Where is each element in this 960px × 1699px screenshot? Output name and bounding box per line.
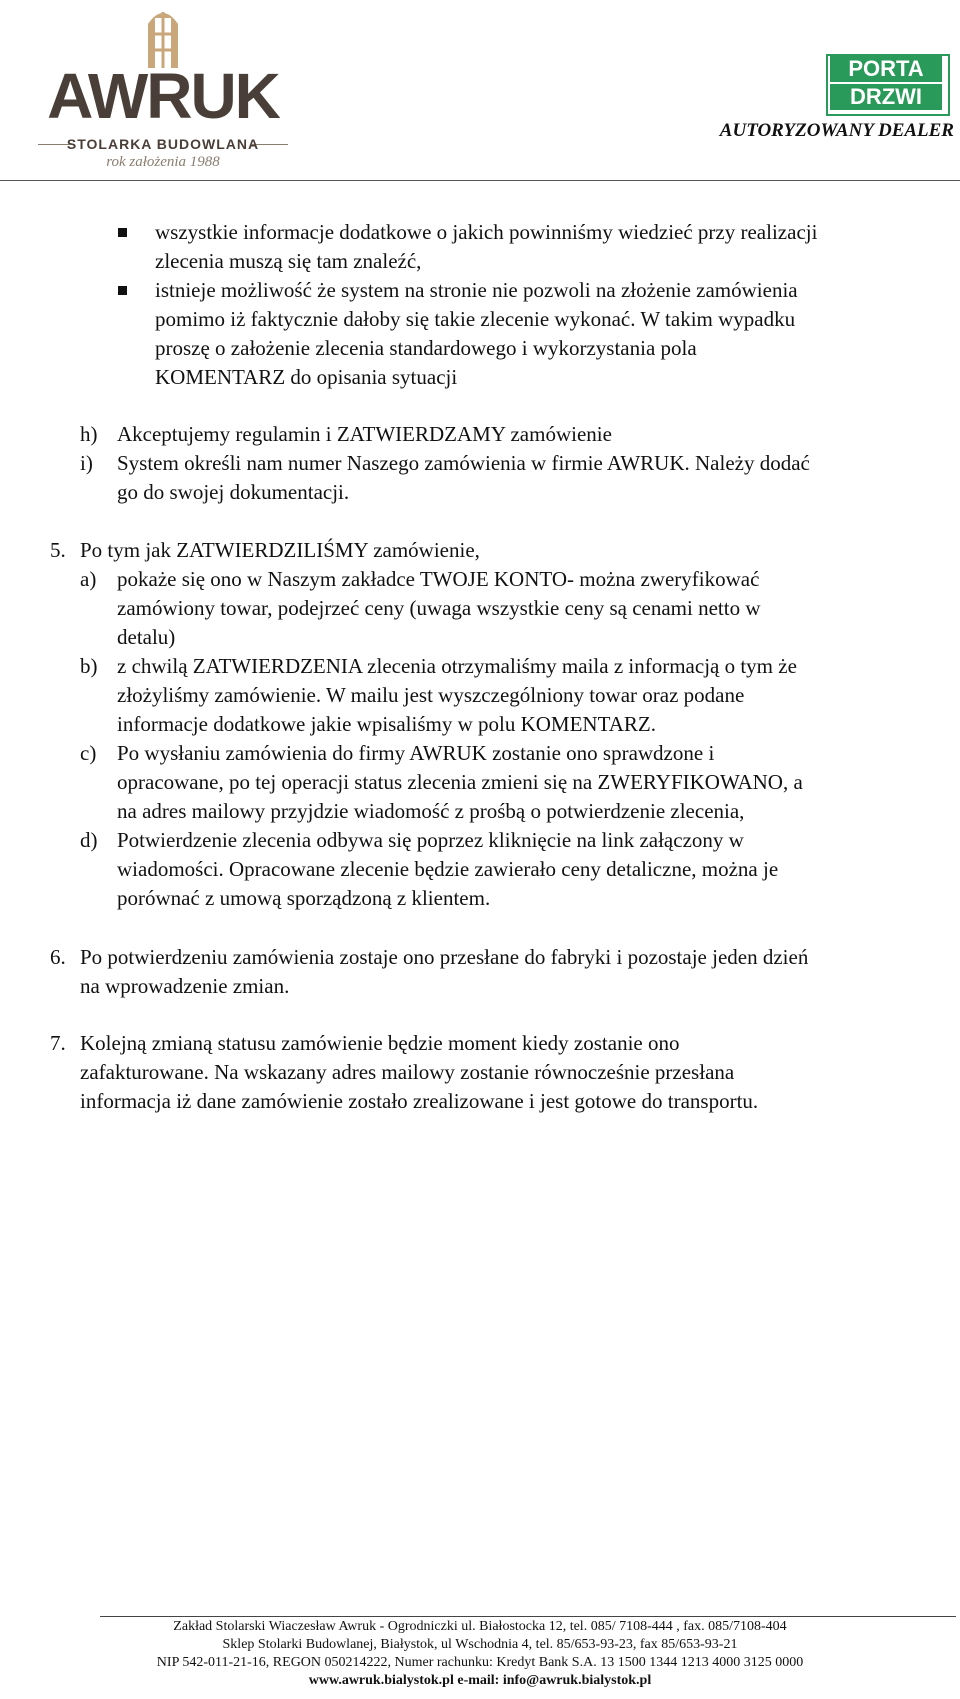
footer-contact-line: www.awruk.bialystok.pl e-mail: info@awruk.bialystok.pl [308,1673,652,1688]
text-line: Akceptujemy regulamin i ZATWIERDZAMY zamówienie [117,422,612,446]
text-line: istnieje możliwość że system na stronie nie pozwoli na złożenie zamówienia [155,278,798,302]
porta-logo-bottom: DRZWI [830,84,942,110]
text-line: informacja iż dane zamówienie zostało zrealizowane i jest gotowe do transportu. [80,1089,759,1113]
text-line: wiadomości. Opracowane zlecenie będzie zawierało ceny detaliczne, można je [117,857,779,881]
text-line: na wprowadzenie zmian. [80,974,290,998]
list-marker: h) [80,422,98,446]
footer-address-line: Zakład Stolarski Wiaczesław Awruk - Ogrodniczki ul. Białostocka 12, tel. 085/ 7108-444 , fax. 085/7108-404 [173,1619,787,1634]
section-number: 6. [50,945,66,969]
text-line: porównać z umową sporządzoną z klientem. [117,886,491,910]
logo-founded: rok założenia 1988 [106,154,220,170]
porta-logo-top: PORTA [830,56,942,82]
bullet-marker [118,286,127,295]
text-line: złożyliśmy zamówienie. W mailu jest wyszczególniony towar oraz podane [117,683,745,707]
logo-tagline: STOLARKA BUDOWLANA [66,136,260,152]
section-number: 5. [50,538,66,562]
text-line: opracowane, po tej operacji status zlecenia zmieni się na ZWERYFIKOWANO, a [117,770,803,794]
list-marker: i) [80,451,93,475]
text-line: go do swojej dokumentacji. [117,480,350,504]
footer-registration-line: NIP 542-011-21-16, REGON 050214222, Numer rachunku: Kredyt Bank S.A. 13 1500 1344 1213 4000 3125 0000 [156,1655,804,1670]
section-heading: Po tym jak ZATWIERDZILIŚMY zamówienie, [80,538,480,562]
text-line: System określi nam numer Naszego zamówienia w firmie AWRUK. Należy dodać [117,451,810,475]
footer-divider [100,1616,956,1617]
header-divider [0,180,960,181]
porta-logo [826,54,950,118]
text-line: pokaże się ono w Naszym zakładce TWOJE KONTO- można zweryfikować [117,567,760,591]
text-line: informacje dodatkowe jakie wpisaliśmy w polu KOMENTARZ. [117,712,656,736]
bullet-marker [118,228,127,237]
text-line: zafakturowane. Na wskazany adres mailowy zostanie równocześnie przesłana [80,1060,735,1084]
dealer-label: AUTORYZOWANY DEALER [719,120,954,141]
text-line: detalu) [117,625,176,649]
list-marker: c) [80,741,97,765]
text-line: wszystkie informacje dodatkowe o jakich powinniśmy wiedzieć przy realizacji [155,220,818,244]
list-marker: d) [80,828,98,852]
text-line: pomimo iż faktycznie dałoby się takie zlecenie wykonać. W takim wypadku [155,307,796,331]
letterhead [0,0,960,180]
text-line: na adres mailowy przyjdzie wiadomość z prośbą o potwierdzenie zlecenia, [117,799,745,823]
text-line: zamówiony towar, podejrzeć ceny (uwaga wszystkie ceny są cenami netto w [117,596,761,620]
logo-wordmark: AWRUK [47,60,279,132]
footer [0,1618,960,1690]
text-line: zlecenia muszą się tam znaleźć, [155,249,422,273]
awruk-logo [28,4,298,174]
text-line: proszę o założenie zlecenia standardowego i wykorzystania pola [155,336,697,360]
text-line: z chwilą ZATWIERDZENIA zlecenia otrzymaliśmy maila z informacją o tym że [117,654,797,678]
list-marker: a) [80,567,97,591]
text-line: Po wysłaniu zamówienia do firmy AWRUK zostanie ono sprawdzone i [117,741,715,765]
section-number: 7. [50,1031,66,1055]
footer-shop-line: Sklep Stolarki Budowlanej, Białystok, ul Wschodnia 4, tel. 85/653-93-23, fax 85/653-93-21 [222,1637,738,1652]
list-marker: b) [80,654,98,678]
text-line: Potwierdzenie zlecenia odbywa się poprzez kliknięcie na link załączony w [117,828,744,852]
text-line: Kolejną zmianą statusu zamówienie będzie moment kiedy zostanie ono [80,1031,680,1055]
text-line: Po potwierdzeniu zamówienia zostaje ono przesłane do fabryki i pozostaje jeden dzień [80,945,809,969]
text-line: KOMENTARZ do opisania sytuacji [155,365,458,389]
